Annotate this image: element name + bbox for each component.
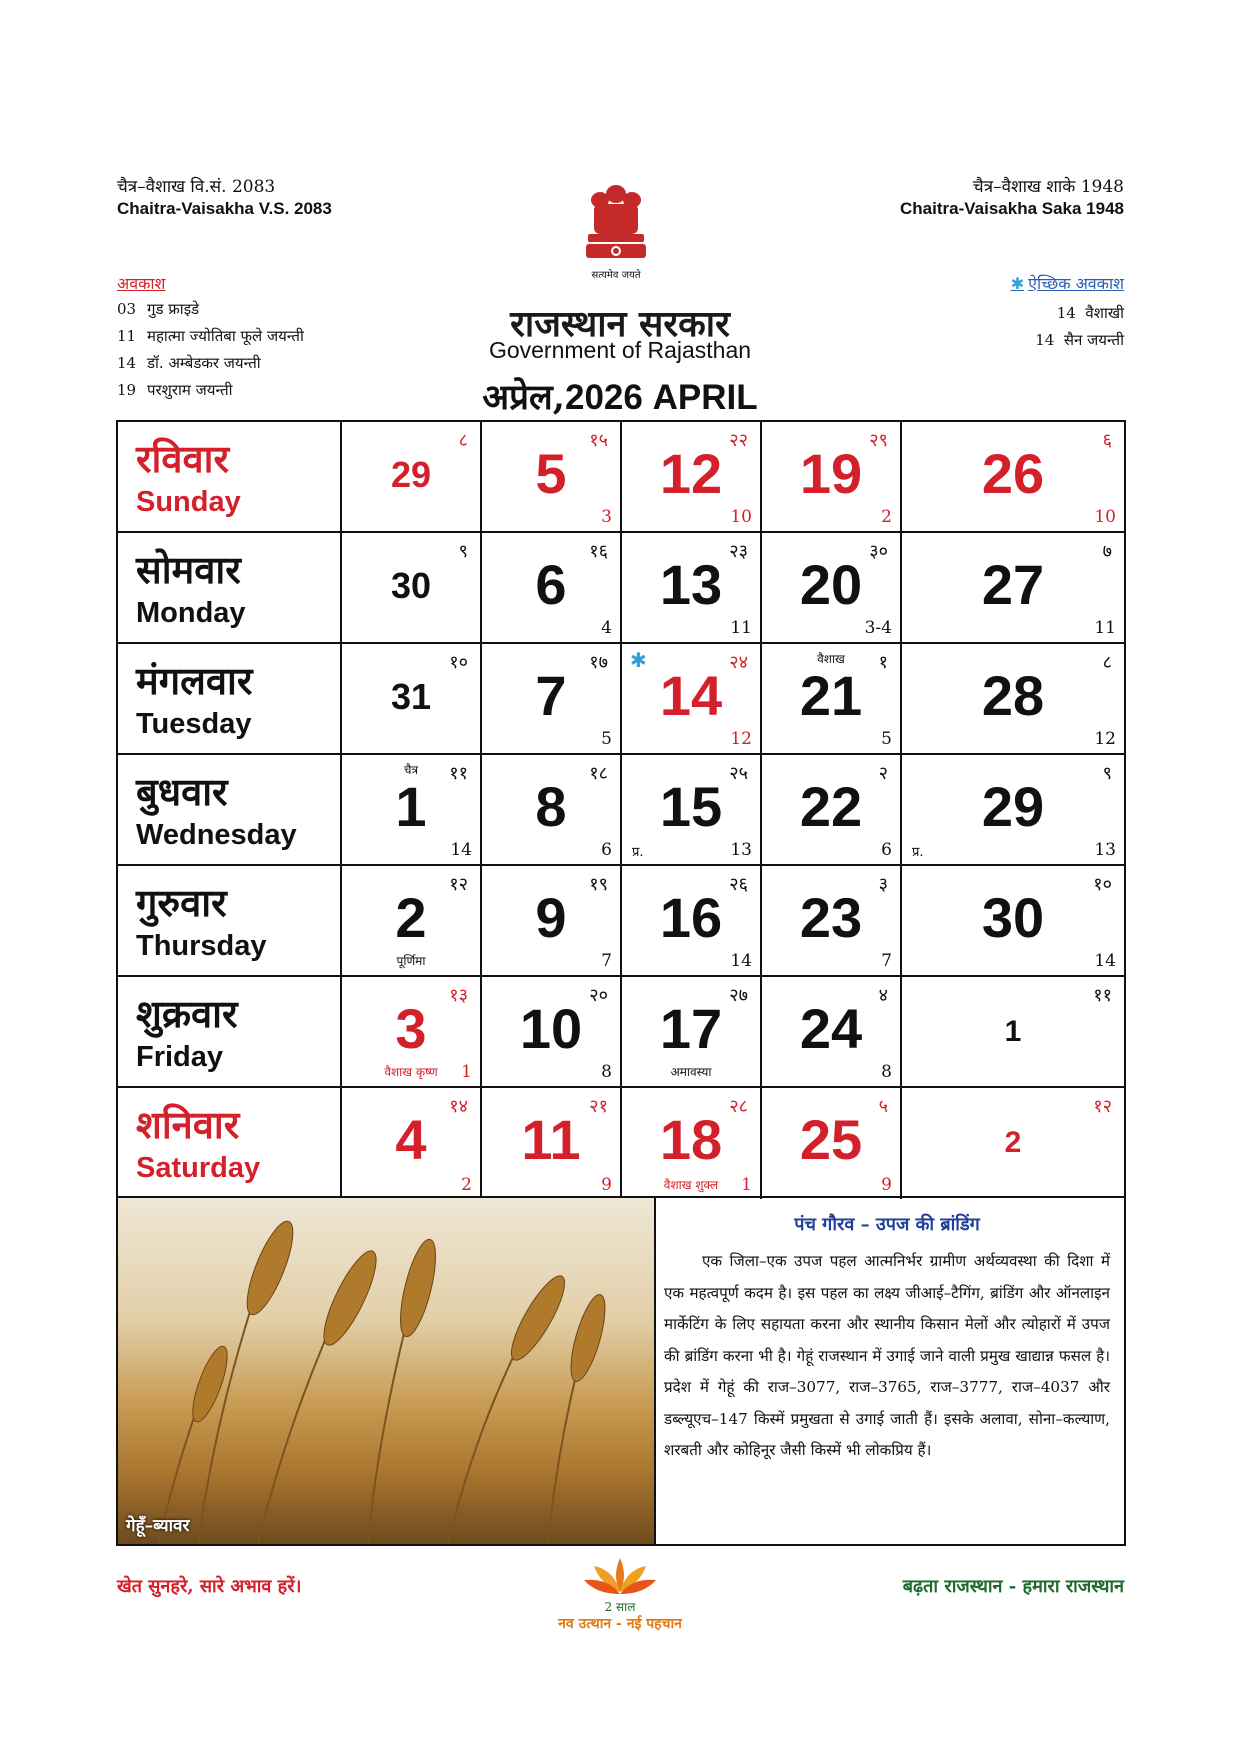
date-number: 26: [981, 442, 1045, 505]
date-number: 1: [1004, 1015, 1022, 1048]
solar-date: 9: [601, 1175, 612, 1195]
solar-date: 1: [461, 1062, 472, 1082]
day-name-en: Tuesday: [136, 708, 252, 740]
date-cell[interactable]: [622, 1088, 762, 1199]
solar-date: 4: [601, 618, 612, 638]
date-number: 27: [981, 553, 1045, 616]
date-cell[interactable]: [622, 533, 762, 644]
pratipada-mark: प्र.: [912, 845, 924, 860]
day-name-en: Thursday: [136, 930, 267, 962]
article-heading: पंच गौरव – उपज की ब्रांडिंग: [794, 1214, 980, 1235]
solar-date: 14: [450, 840, 472, 860]
solar-date: 2: [881, 507, 892, 527]
solar-date: 9: [881, 1175, 892, 1195]
solar-date: 11: [730, 618, 752, 638]
solar-date: 14: [730, 951, 752, 971]
day-name-en: Friday: [136, 1041, 224, 1073]
day-name-cell: [118, 866, 342, 977]
week-row: [118, 422, 1124, 533]
day-name-hi: सोमवार: [136, 547, 241, 592]
tithi-number: १२: [449, 874, 468, 895]
date-number: 25: [799, 1108, 863, 1171]
solar-date: 5: [601, 729, 612, 749]
tithi-number: १७: [589, 652, 608, 673]
date-number: 1: [395, 775, 427, 838]
tithi-number: ७: [1102, 541, 1112, 562]
solar-date: 8: [881, 1062, 892, 1082]
tithi-number: ४: [878, 985, 888, 1006]
date-cell[interactable]: [762, 644, 902, 755]
day-name-cell: [118, 422, 342, 533]
solar-date: 13: [1094, 840, 1116, 860]
solar-date: 5: [881, 729, 892, 749]
pratipada-mark: प्र.: [632, 845, 644, 860]
day-name-hi: बुधवार: [136, 769, 228, 814]
optional-holiday-item: 14 सैन जयन्ती: [1035, 331, 1124, 349]
date-cell[interactable]: [482, 755, 622, 866]
date-number: 17: [659, 997, 723, 1060]
date-cell[interactable]: [622, 977, 762, 1088]
date-cell[interactable]: [342, 866, 482, 977]
day-name-en: Wednesday: [136, 819, 297, 851]
solar-date: 7: [881, 951, 892, 971]
holiday-item: 19 परशुराम जयन्ती: [117, 381, 233, 399]
vikram-samvat-hi: चैत्र–वैशाख वि.सं. 2083: [117, 177, 276, 197]
optional-holidays-title: ✱ ऐच्छिक अवकाश: [1010, 274, 1124, 293]
tithi-number: २९: [869, 430, 888, 451]
tithi-number: ३०: [869, 541, 888, 562]
holidays-title: अवकाश: [117, 274, 166, 293]
solar-date: 12: [730, 729, 752, 749]
date-cell[interactable]: [902, 533, 1124, 644]
date-cell[interactable]: [902, 422, 1124, 533]
date-number: 5: [535, 442, 567, 505]
solar-date: 6: [601, 840, 612, 860]
day-name-hi: रविवार: [136, 436, 230, 481]
date-cell[interactable]: [762, 1088, 902, 1199]
tithi-number: १: [878, 652, 888, 673]
date-number: 2: [395, 886, 427, 949]
week-row: [118, 1088, 1124, 1199]
saka-hi: चैत्र–वैशाख शाके 1948: [972, 177, 1124, 197]
date-cell[interactable]: [342, 422, 482, 533]
date-number: 8: [535, 775, 567, 838]
solar-date: 2: [461, 1175, 472, 1195]
vikram-samvat-en: Chaitra-Vaisakha V.S. 2083: [117, 199, 332, 218]
date-number: 4: [395, 1108, 427, 1171]
date-cell[interactable]: [342, 977, 482, 1088]
date-number: 30: [981, 886, 1045, 949]
holiday-item: 03 गुड फ्राइडे: [117, 300, 200, 318]
solar-date: 12: [1094, 729, 1116, 749]
tithi-number: २५: [729, 763, 748, 784]
holiday-item: 14 डॉ. अम्बेडकर जयन्ती: [117, 354, 261, 372]
article-body: एक जिला–एक उपज पहल आत्मनिर्भर ग्रामीण अर्थव्यवस्था की दिशा में एक महत्वपूर्ण कदम है। इस पहल का लक्ष्य जीआई–टैगिंग, ब्रांडिंग और ऑनलाइन मार्केटिंग के लिए सहायता करना और स्थानीय किसान मेलों और त्योहारों में उपज की ब्रांडिंग करना भी है। गेहूं राजस्थान में उगाई जाने वाली प्रमुख खाद्यान्न फसल है। प्रदेश में गेहूं की राज–3077, राज–3765, राज–3777, राज–4037 और डब्ल्यूएच–147 किस्में प्रमुखता से उगाई जाती हैं। इसके अलावा, सोना–कल्याण, शरबती और कोहिनूर जैसी किस्में भी लोकप्रिय हैं।: [664, 1252, 1110, 1459]
solar-date: 11: [1094, 618, 1116, 638]
emblem-motto: सत्यमेव जयते: [591, 270, 641, 281]
date-cell[interactable]: [482, 866, 622, 977]
header-left: [117, 176, 332, 220]
photo-caption: गेहूँ–ब्यावर: [126, 1516, 190, 1536]
solar-date: 1: [741, 1175, 752, 1195]
date-number: 12: [659, 442, 723, 505]
solar-date: 14: [1094, 951, 1116, 971]
date-cell[interactable]: [342, 644, 482, 755]
solar-date: 13: [730, 840, 752, 860]
date-cell[interactable]: [342, 533, 482, 644]
date-cell[interactable]: [902, 644, 1124, 755]
tithi-number: २०: [589, 985, 608, 1006]
tithi-number: १५: [589, 430, 608, 451]
date-cell[interactable]: [342, 1088, 482, 1199]
date-cell[interactable]: [762, 755, 902, 866]
date-cell[interactable]: [622, 422, 762, 533]
solar-date: 10: [730, 507, 752, 527]
date-cell[interactable]: [482, 533, 622, 644]
tithi-number: २२: [729, 430, 748, 451]
day-name-en: Monday: [136, 597, 246, 629]
cell-note: वैशाख कृष्ण: [384, 1065, 438, 1079]
date-number: 7: [535, 664, 567, 727]
tithi-number: ९: [1102, 763, 1112, 784]
week-row: [118, 977, 1124, 1088]
date-number: 9: [535, 886, 567, 949]
date-cell[interactable]: [902, 1088, 1124, 1199]
date-number: 3: [395, 997, 427, 1060]
date-number: 30: [390, 565, 432, 606]
slogan-right: बढ़ता राजस्थान - हमारा राजस्थान: [902, 1576, 1124, 1597]
month-start-note: चैत्र: [403, 763, 419, 777]
wheat-photo: [118, 1198, 656, 1544]
date-cell[interactable]: [902, 977, 1124, 1088]
tithi-number: १८: [589, 763, 608, 784]
tithi-number: १०: [449, 652, 468, 673]
day-name-hi: शनिवार: [136, 1102, 240, 1147]
date-number: 28: [981, 664, 1045, 727]
date-number: 29: [981, 775, 1045, 838]
date-cell[interactable]: [622, 755, 762, 866]
tithi-number: २६: [729, 874, 748, 895]
date-number: 13: [659, 553, 723, 616]
tithi-number: ९: [458, 541, 468, 562]
day-name-hi: शुक्रवार: [136, 991, 238, 1036]
date-number: 10: [519, 997, 583, 1060]
solar-date: 8: [601, 1062, 612, 1082]
date-cell[interactable]: [342, 755, 482, 866]
date-number: 14: [659, 664, 723, 727]
week-row: [118, 644, 1124, 755]
date-cell[interactable]: [902, 755, 1124, 866]
week-row: [118, 866, 1124, 977]
solar-date: 10: [1094, 507, 1116, 527]
date-cell[interactable]: [762, 533, 902, 644]
date-number: 19: [799, 442, 863, 505]
cell-note: वैशाख शुक्ल: [663, 1178, 719, 1192]
tithi-number: १९: [589, 874, 608, 895]
tithi-number: १६: [589, 541, 608, 562]
calendar-grid: [116, 420, 1126, 1198]
header-right: [900, 176, 1124, 220]
holiday-item: 11 महात्मा ज्योतिबा फूले जयन्ती: [117, 327, 304, 345]
day-name-cell: [118, 533, 342, 644]
cell-note: अमावस्या: [670, 1065, 712, 1079]
date-number: 22: [799, 775, 863, 838]
info-box: [116, 1196, 1126, 1546]
slogan-left: खेत सुनहरे, सारे अभाव हरें।: [117, 1576, 302, 1597]
tithi-number: १०: [1093, 874, 1112, 895]
date-cell[interactable]: [622, 644, 762, 755]
month-title: अप्रेल,2026 APRIL: [482, 377, 758, 418]
date-number: 15: [659, 775, 723, 838]
tithi-number: १४: [449, 1096, 468, 1117]
saka-en: Chaitra-Vaisakha Saka 1948: [900, 199, 1124, 218]
tithi-number: २४: [729, 652, 748, 673]
tithi-number: ५: [878, 1096, 888, 1117]
date-number: 11: [521, 1108, 581, 1171]
date-cell[interactable]: [482, 644, 622, 755]
tithi-number: २: [878, 763, 888, 784]
day-name-hi: गुरुवार: [136, 880, 227, 925]
tithi-number: ११: [449, 763, 468, 784]
logo-years: 2 साल: [604, 1600, 636, 1614]
solar-date: 6: [881, 840, 892, 860]
date-number: 24: [799, 997, 863, 1060]
date-number: 2: [1004, 1126, 1022, 1159]
tithi-number: २८: [729, 1096, 748, 1117]
date-number: 21: [799, 664, 863, 727]
day-name-hi: मंगलवार: [136, 658, 253, 703]
date-cell[interactable]: [762, 977, 902, 1088]
day-name-cell: [118, 977, 342, 1088]
solar-date: 7: [601, 951, 612, 971]
tithi-number: १३: [449, 985, 468, 1006]
day-name-cell: [118, 1088, 342, 1199]
optional-holiday-star-icon: ✱: [630, 648, 647, 672]
date-number: 20: [799, 553, 863, 616]
optional-holiday-item: 14 वैशाखी: [1056, 304, 1124, 322]
week-row: [118, 533, 1124, 644]
date-number: 31: [390, 676, 432, 717]
day-name-cell: [118, 644, 342, 755]
date-number: 18: [659, 1108, 723, 1171]
day-name-en: Saturday: [136, 1152, 261, 1184]
tithi-number: ३: [878, 874, 888, 895]
day-name-cell: [118, 755, 342, 866]
government-title-hi: राजस्थान सरकार: [510, 303, 730, 345]
tithi-number: ११: [1093, 985, 1112, 1006]
tithi-number: २७: [729, 985, 748, 1006]
article: [664, 1212, 1110, 1467]
tithi-number: २१: [589, 1096, 608, 1117]
cell-note: पूर्णिमा: [396, 954, 426, 968]
date-cell[interactable]: [762, 866, 902, 977]
date-cell[interactable]: [482, 422, 622, 533]
day-name-en: Sunday: [136, 486, 241, 518]
month-start-note: वैशाख: [817, 652, 845, 666]
date-number: 16: [659, 886, 723, 949]
government-title-en: Government of Rajasthan: [488, 337, 752, 363]
week-row: [118, 755, 1124, 866]
solar-date: 3-4: [864, 618, 892, 638]
wheat-illustration: [118, 1198, 654, 1544]
date-number: 6: [535, 553, 567, 616]
date-cell[interactable]: [482, 1088, 622, 1199]
solar-date: 3: [601, 507, 612, 527]
national-emblem-icon: [580, 178, 652, 286]
date-number: 23: [799, 886, 863, 949]
date-cell[interactable]: [622, 866, 762, 977]
date-cell[interactable]: [762, 422, 902, 533]
date-number: 29: [390, 454, 432, 495]
tithi-number: ६: [1102, 430, 1112, 451]
tithi-number: ८: [458, 430, 468, 451]
tithi-number: २३: [729, 541, 748, 562]
date-cell[interactable]: [482, 977, 622, 1088]
star-icon: ✱: [1010, 274, 1025, 293]
tithi-number: ८: [1102, 652, 1112, 673]
logo-tagline: नव उत्थान - नई पहचान: [558, 1616, 682, 1632]
date-cell[interactable]: [902, 866, 1124, 977]
tithi-number: १२: [1093, 1096, 1112, 1117]
